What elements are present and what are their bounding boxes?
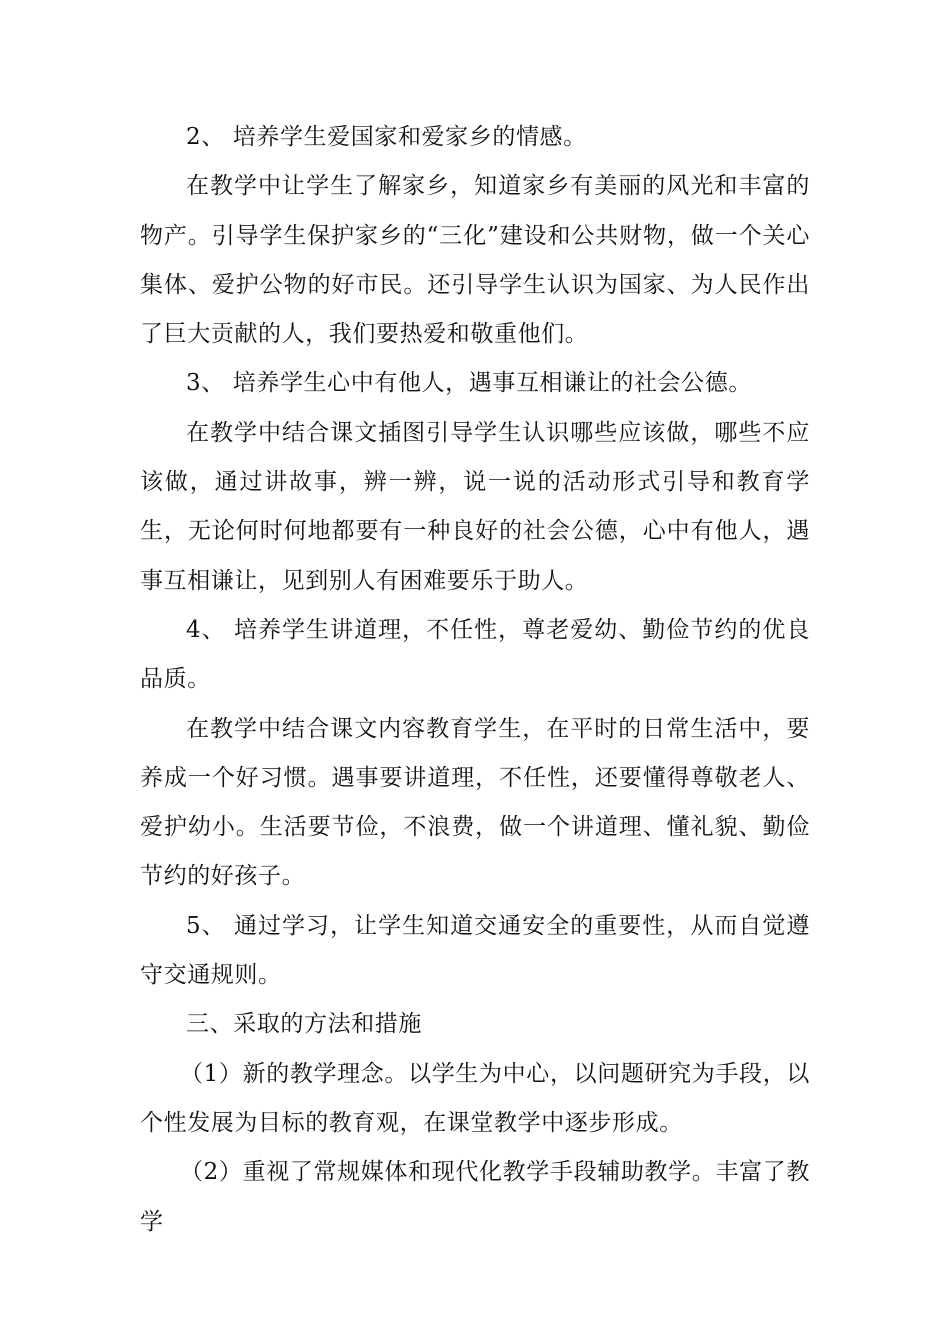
section-3-heading: 三、采取的方法和措施 xyxy=(186,1011,422,1038)
item-3-heading: 3、 培养学生心中有他人，遇事互相谦让的社会公德。 xyxy=(186,370,752,397)
item-5-heading: 5、 通过学习，让学生知道交通安全的重要性，从而自觉遵守交通规则。 xyxy=(140,912,810,989)
measure-1: （1）新的教学理念。以学生为中心，以问题研究为手段，以个性发展为目标的教育观，在课堂教学中逐步形成。 xyxy=(140,1060,810,1136)
item-4-heading: 4、 培养学生讲道理，不任性，尊老爱幼、勤俭节约的优良品质。 xyxy=(140,616,810,693)
document-body xyxy=(140,113,810,1247)
measure-2: （2）重视了常规媒体和现代化教学手段辅助教学。丰富了教学 xyxy=(140,1159,810,1235)
item-4-body: 在教学中结合课文内容教育学生，在平时的日常生活中，要养成一个好习惯。遇事要讲道理，不任性，还要懂得尊敬老人、爱护幼小。生活要节俭，不浪费，做一个讲道理、懂礼貌、勤俭节约的好孩子。 xyxy=(140,715,810,890)
item-2-body: 在教学中让学生了解家乡，知道家乡有美丽的风光和丰富的物产。引导学生保护家乡的“三化”建设和公共财物，做一个关心集体、爱护公物的好市民。还引导学生认识为国家、为人民作出了巨大贡献的人，我们要热爱和敬重他们。 xyxy=(140,173,810,348)
item-2-heading: 2、 培养学生爱国家和爱家乡的情感。 xyxy=(186,124,587,150)
item-3-body: 在教学中结合课文插图引导学生认识哪些应该做，哪些不应该做，通过讲故事，辨一辨，说一说的活动形式引导和教育学生，无论何时何地都要有一种良好的社会公德，心中有他人，遇事互相谦让，见到别人有困难要乐于助人。 xyxy=(140,419,810,594)
